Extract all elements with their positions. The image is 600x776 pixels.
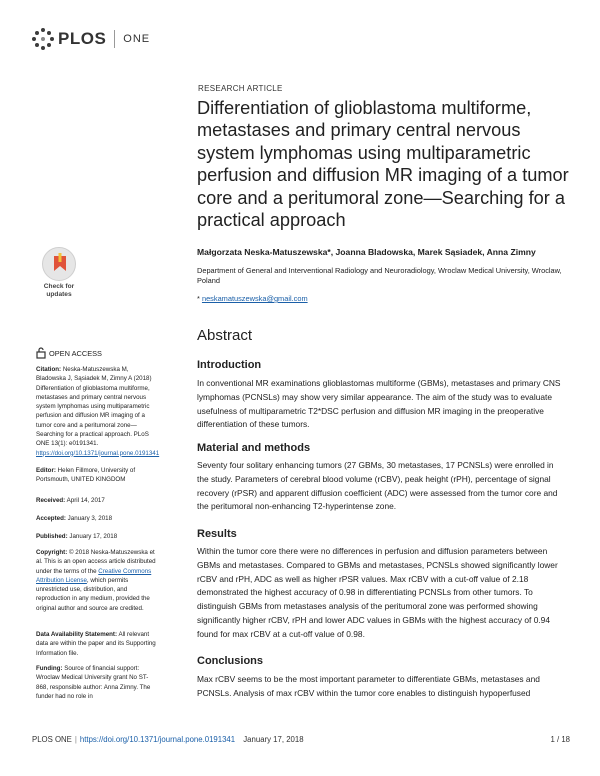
section-text: Seventy four solitary enhancing tumors (27 GBMs, 30 metastases, 17 PCNSLs) were enrolled in the study. Parameters of cerebral blood volume (rCBV), peak height (rPH), percentage of signal recovery (rPSR) and apparent diffusion coefficient (ADC) were assessed from the tumor core and the peritumoral non-enhancing T2-hyperintense zone. [197,460,558,512]
badge-line1: Check for [43,283,75,290]
section-heading: Introduction [197,359,262,371]
editor-block: Editor: Helen Fillmore, University of Portsmouth, UNITED KINGDOM [36,467,136,484]
article-type: RESEARCH ARTICLE [198,84,283,93]
copyright-block: Copyright: © 2018 Neska-Matuszewska et al. This is an open access article distributed under the terms of the Creative Commons Attribution License, which permits unrestricted use, distribution, and reproduction in any medium, provided the original author and source are credited. [36,549,156,612]
footer-doi-link[interactable]: https://doi.org/10.1371/journal.pone.0191341 [79,735,236,744]
logo-divider [114,30,115,48]
page-number: 1 / 18 [550,735,570,744]
open-access-text: OPEN ACCESS [49,348,102,358]
article-title: Differentiation of glioblastoma multiforme, metastases and primary central nervous system lymphomas using multiparametric perfusion and diffusion MR imaging of a tumor core and a peritumoral zone—Searching for a practical approach [197,98,569,231]
accepted-block: Accepted: January 3, 2018 [36,515,113,522]
affiliation: Department of General and Interventional Radiology and Neuroradiology, Wroclaw Medical University, Wroclaw, Poland [197,266,562,286]
lock-icon [36,347,46,359]
journal-brand: PLOS [58,29,107,48]
plos-logo-icon [32,28,54,50]
footer-date: January 17, 2018 [243,735,304,744]
footer-journal: PLOS ONE [32,735,72,744]
section-text: Within the tumor core there were no differences in perfusion and diffusion parameters between GBMs and metastases. Compared to GBMs and metastases, PCNSLs showed significantly lower rCBV and rPH, ADC as well as higher rPSR values. Max rCBV with a cut-off value of 2.18 demonstrated the highest accuracy of 0.98 in differentiating PCNSLs from other tumors. To distinguish GBMs from metastases analysis of the peritumoral zone was performed showing significantly higher rCBV, rPH and lower ADC values in GBMs with the highest accuracy of 0.94 found for max rCBV at a cut-off value of 0.98. [197,546,558,639]
author-list: Małgorzata Neska-Matuszewska*, Joanna Bladowska, Marek Sąsiadek, Anna Zimny [197,247,536,257]
citation-block: Citation: Neska-Matuszewska M, Bladowska J, Sąsiadek M, Zimny A (2018) Differentiation of glioblastoma multiforme, metastases and primary central nervous system lymphomas using multiparametric perfusion and diffusion MR imaging of a tumor core and a peritumoral zone—Searching for a practical approach. PLoS ONE 13(1): e0191341. https://doi.org/10.1371/journal.pone.0191341 [36,366,160,457]
bookmark-icon [42,247,76,281]
section-text: In conventional MR examinations glioblastomas multiforme (GBMs), metastases and primary CNS lymphomas (PCNSLs) may show very similar appearance. The aim of the study was to evaluate usefulness of multiparametric T2*DSC perfusion and diffusion MR imaging in the preoperative differentiation of these tumors. [197,378,561,430]
badge-line2: updates [46,290,72,298]
section-text: Max rCBV seems to be the most important parameter to differentiate GBMs, metastases and PCNSLs. Analysis of max rCBV within the tumor core enables to distinguish hypoperfused [197,674,540,698]
section-heading: Material and methods [197,442,311,454]
data-availability-block: Data Availability Statement: All relevant data are within the paper and its Supporting Information file. [36,631,156,657]
page-footer: PLOS ONE | https://doi.org/10.1371/journal.pone.0191341 January 17, 2018 1 / 18 [32,735,570,744]
plos-logo [32,28,150,50]
published-block: Published: January 17, 2018 [36,533,118,540]
section-heading: Results [197,528,237,540]
corresponding-email: * neskamatuszewska@gmail.com [197,294,308,303]
received-block: Received: April 14, 2017 [36,497,105,504]
open-access-label [36,347,102,359]
section-heading: Conclusions [197,655,264,667]
journal-name: ONE [123,33,151,45]
citation-doi-link[interactable]: https://doi.org/10.1371/journal.pone.0191341 [36,449,160,457]
abstract-heading: Abstract [197,327,253,344]
license-link[interactable]: Creative Commons Attribution License [36,567,152,584]
funding-block: Funding: Source of financial support: Wroclaw Medical University grant No ST-868, responsible author: Anna Zimny. The funder had no role in [36,665,151,700]
check-for-updates-badge[interactable] [36,247,82,303]
email-link[interactable]: neskamatuszewska@gmail.com [201,294,308,303]
